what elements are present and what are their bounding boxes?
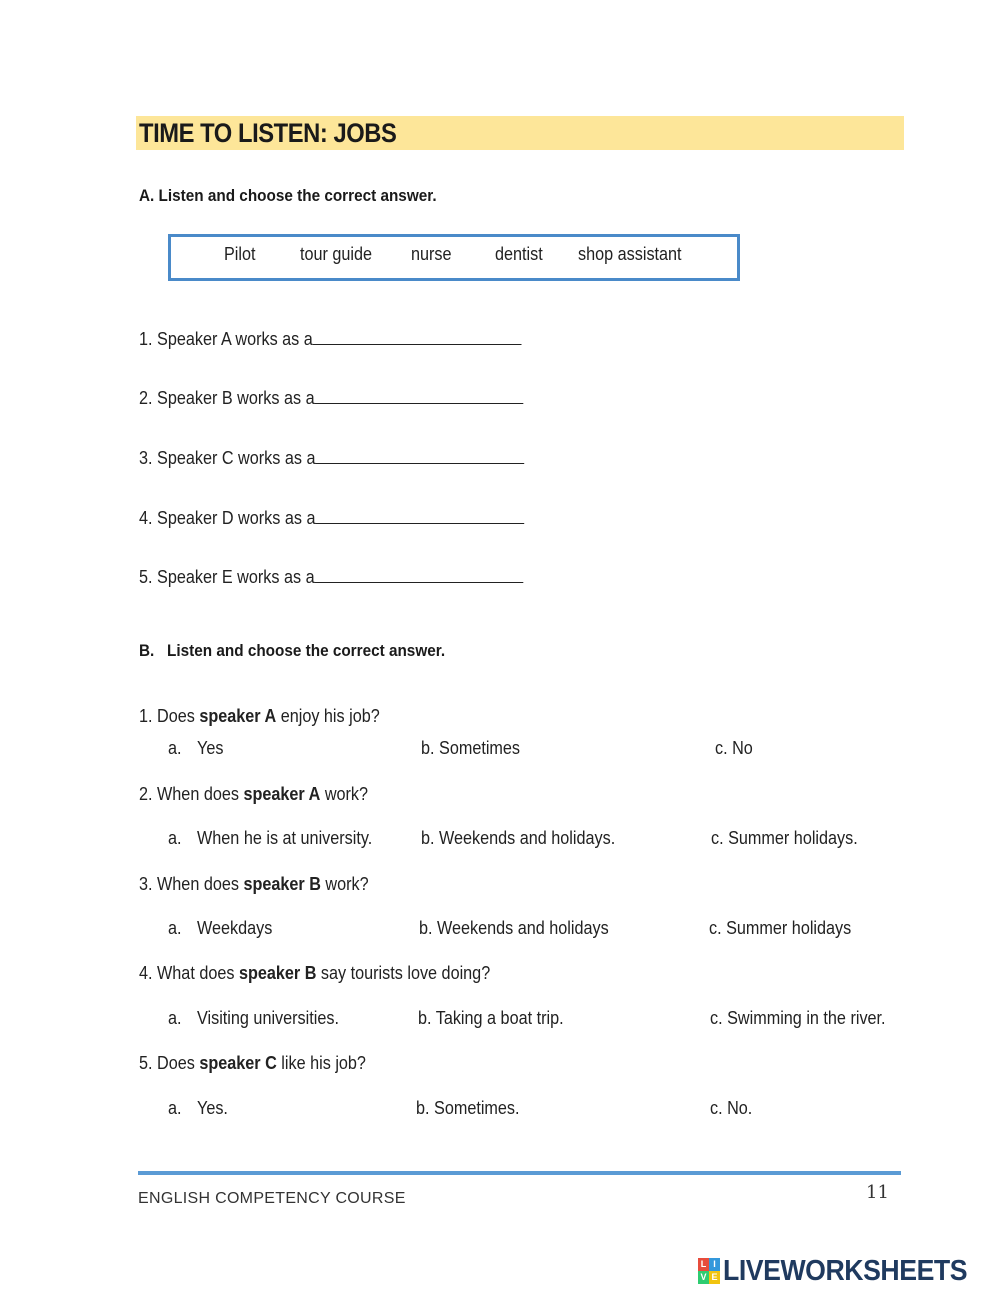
word-bank-item: shop assistant	[578, 244, 682, 264]
question-text: 1. Does	[139, 706, 200, 726]
option-a[interactable]: Visiting universities.	[197, 1008, 339, 1028]
fill-item-text: 2. Speaker B works as a	[139, 388, 315, 408]
answer-blank[interactable]	[315, 568, 524, 583]
answer-blank[interactable]	[315, 509, 524, 524]
question-text: work?	[320, 874, 369, 894]
page-number: 11	[866, 1182, 889, 1203]
question	[139, 963, 490, 984]
option-b[interactable]: b. Sometimes	[421, 738, 521, 758]
answer-blank[interactable]	[315, 389, 524, 404]
question-text: enjoy his job?	[276, 706, 380, 726]
fill-item	[139, 508, 524, 529]
option-a-letter[interactable]: a.	[168, 918, 182, 938]
option-a-letter[interactable]: a.	[168, 1098, 182, 1118]
option-c[interactable]: c. Swimming in the river.	[710, 1008, 886, 1028]
question-text: 2. When does	[139, 784, 244, 804]
option-a[interactable]: Yes	[197, 738, 224, 758]
option-b[interactable]: b. Taking a boat trip.	[418, 1008, 564, 1028]
footer-course: ENGLISH COMPETENCY COURSE	[138, 1190, 406, 1207]
fill-item	[139, 388, 523, 409]
option-b[interactable]: b. Sometimes.	[416, 1098, 520, 1118]
question	[139, 706, 380, 727]
question-speaker: speaker A	[243, 784, 321, 804]
question-text: like his job?	[276, 1053, 366, 1073]
question-speaker: speaker A	[199, 706, 277, 726]
mark-tile: V	[698, 1271, 709, 1284]
live-mark-icon	[698, 1258, 720, 1284]
word-bank-item: tour guide	[300, 244, 373, 264]
fill-item-text: 4. Speaker D works as a	[139, 508, 316, 528]
option-c[interactable]: c. Summer holidays.	[711, 828, 858, 848]
page-title: TIME TO LISTEN: JOBS	[139, 118, 397, 148]
answer-blank[interactable]	[315, 449, 524, 464]
mark-tile: E	[709, 1271, 720, 1284]
word-bank-item: Pilot	[224, 244, 256, 264]
option-a-letter[interactable]: a.	[168, 738, 182, 758]
logo-text: LIVEWORKSHEETS	[723, 1254, 968, 1287]
question-speaker: speaker C	[199, 1053, 277, 1073]
section-b-letter: B.	[139, 641, 155, 660]
option-a[interactable]: Yes.	[197, 1098, 228, 1118]
question	[139, 784, 368, 805]
fill-item	[139, 567, 523, 588]
option-a[interactable]: Weekdays	[197, 918, 273, 938]
question-text: 5. Does	[139, 1053, 200, 1073]
footer-rule	[138, 1171, 901, 1175]
option-a[interactable]: When he is at university.	[197, 828, 373, 848]
question-text: 4. What does	[139, 963, 239, 983]
fill-item-text: 1. Speaker A works as a	[139, 329, 313, 349]
section-b-heading	[139, 641, 445, 661]
liveworksheets-logo[interactable]	[698, 1256, 988, 1286]
mark-tile: I	[709, 1258, 720, 1271]
word-bank-item: nurse	[411, 244, 452, 264]
option-a-letter[interactable]: a.	[168, 1008, 182, 1028]
question-text: work?	[320, 784, 369, 804]
fill-item	[139, 448, 524, 469]
option-c[interactable]: c. Summer holidays	[709, 918, 852, 938]
question-text: say tourists love doing?	[316, 963, 491, 983]
fill-item-text: 5. Speaker E works as a	[139, 567, 315, 587]
section-a-heading: A. Listen and choose the correct answer.	[139, 186, 437, 205]
question	[139, 874, 369, 895]
option-a-letter[interactable]: a.	[168, 828, 182, 848]
option-b[interactable]: b. Weekends and holidays	[419, 918, 609, 938]
question-speaker: speaker B	[243, 874, 321, 894]
mark-tile: L	[698, 1258, 709, 1271]
question-speaker: speaker B	[238, 963, 317, 983]
section-b-text: Listen and choose the correct answer.	[167, 641, 446, 660]
question	[139, 1053, 366, 1074]
fill-item-text: 3. Speaker C works as a	[139, 448, 316, 468]
answer-blank[interactable]	[313, 330, 522, 345]
option-b[interactable]: b. Weekends and holidays.	[421, 828, 616, 848]
option-c[interactable]: c. No	[715, 738, 753, 758]
word-bank-item: dentist	[495, 244, 543, 264]
fill-item	[139, 329, 522, 350]
option-c[interactable]: c. No.	[710, 1098, 753, 1118]
question-text: 3. When does	[139, 874, 244, 894]
